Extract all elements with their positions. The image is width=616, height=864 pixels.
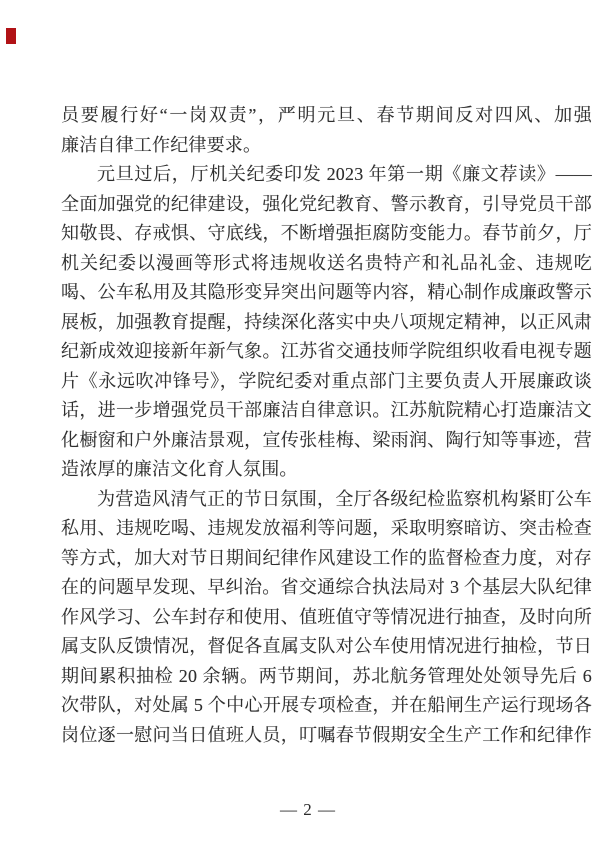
text-line: 机关纪委以漫画等形式将违规收送名贵特产和礼品礼金、违规吃 bbox=[61, 252, 592, 273]
text-line: 全面加强党的纪律建设，强化党纪教育、警示教育，引导党员干部 bbox=[61, 193, 592, 214]
text-line: 等方式，加大对节日期间纪律作风建设工作的监督检查力度，对存 bbox=[61, 547, 592, 568]
text-line: 元旦过后，厅机关纪委印发 2023 年第一期《廉文荐读》—— bbox=[97, 164, 592, 184]
text-line: 员要履行好“一岗双责”，严明元旦、春节期间反对四风、加强 bbox=[61, 105, 592, 125]
document-body bbox=[61, 101, 592, 750]
text-line: 片《永远吹冲锋号》，学院纪委对重点部门主要负责人开展廉政谈 bbox=[61, 370, 592, 391]
text-line: 在的问题早发现、早纠治。省交通综合执法局对 3 个基层大队纪律 bbox=[61, 577, 592, 597]
text-line: 期间累积抽检 20 余辆。两节期间，苏北航务管理处处领导先后 6 bbox=[61, 665, 592, 686]
text-line: 纪新成效迎接新年新气象。江苏省交通技师学院组织收看电视专题 bbox=[61, 341, 592, 361]
text-line: 属支队反馈情况，督促各直属支队对公车使用情况进行抽检，节日 bbox=[61, 636, 592, 656]
text-line: 次带队，对处属 5 个中心开展专项检查，并在船闸生产运行现场各 bbox=[61, 695, 592, 715]
text-line: 为营造风清气正的节日氛围，全厅各级纪检监察机构紧盯公车 bbox=[97, 488, 592, 509]
text-line: 喝、公车私用及其隐形变异突出问题等内容，精心制作成廉政警示 bbox=[61, 282, 592, 302]
paragraph bbox=[61, 101, 592, 160]
paragraph bbox=[61, 160, 592, 485]
text-line: 作风学习、公车封存和使用、值班值守等情况进行抽查，及时向所 bbox=[61, 606, 592, 627]
text-line: 岗位逐一慰问当日值班人员，叮嘱春节假期安全生产工作和纪律作 bbox=[61, 724, 592, 745]
text-line: 展板，加强教育提醒，持续深化落实中央八项规定精神，以正风肃 bbox=[61, 311, 592, 332]
text-line: 话，进一步增强党员干部廉洁自律意识。江苏航院精心打造廉洁文 bbox=[61, 400, 592, 420]
text-line: 廉洁自律工作纪律要求。 bbox=[61, 134, 262, 155]
paragraph bbox=[61, 485, 592, 751]
page-number: — 2 — bbox=[280, 800, 336, 819]
text-line: 化橱窗和户外廉洁景观，宣传张桂梅、梁雨润、陶行知等事迹，营 bbox=[61, 429, 592, 450]
text-line: 知敬畏、存戒惧、守底线，不断增强拒腐防变能力。春节前夕，厅 bbox=[61, 223, 592, 243]
text-line: 私用、违规吃喝、违规发放福利等问题，采取明察暗访、突击检查 bbox=[61, 518, 592, 538]
red-corner-mark bbox=[6, 28, 16, 44]
text-line: 造浓厚的廉洁文化育人氛围。 bbox=[61, 459, 298, 479]
